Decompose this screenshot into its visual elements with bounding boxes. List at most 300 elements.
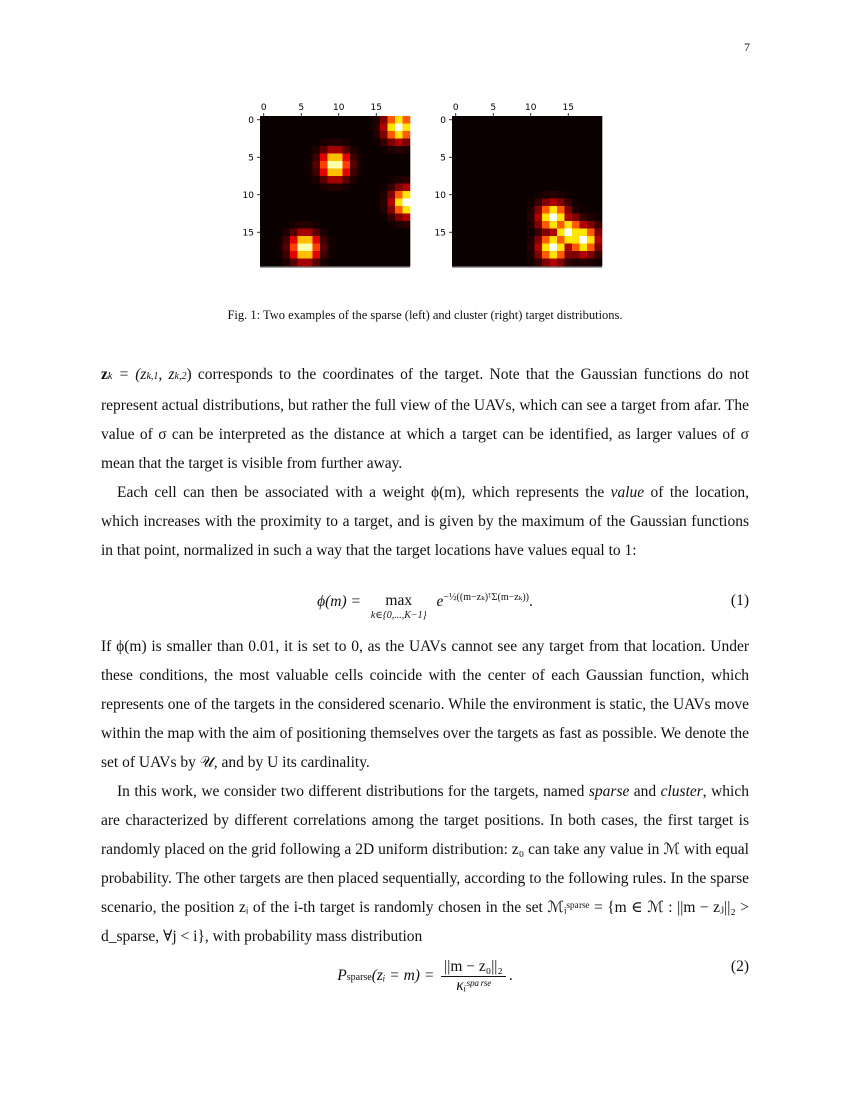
heatmap-cell [520,184,528,192]
heatmap-cell [505,191,513,199]
heatmap-cell [335,169,343,177]
heatmap-cell [512,131,520,139]
heatmap-cell [452,191,460,199]
heatmap-cell [395,116,403,124]
heatmap-cell [565,139,573,147]
heatmap-cell [268,161,276,169]
heatmap-cell [542,191,550,199]
heatmap-cell [260,169,268,177]
heatmap-cell [527,131,535,139]
heatmap-cell [335,161,343,169]
heatmap-cell [305,206,313,214]
heatmap-cell [268,199,276,207]
heatmap-cell [497,176,505,184]
heatmap-cell [403,184,411,192]
heatmap-cell [595,139,603,147]
heatmap-cell [290,139,298,147]
heatmap-cell [565,146,573,154]
heatmap-cell [542,244,550,252]
heatmap-cell [572,191,580,199]
heatmap-cell [542,154,550,162]
heatmap-cell [365,184,373,192]
heatmap-cell [550,176,558,184]
heatmap-cell [527,191,535,199]
heatmap-cell [350,184,358,192]
heatmap-cell [557,124,565,132]
heatmap-cell [505,214,513,222]
heatmap-cell [565,236,573,244]
y-tick-label: 0 [440,115,446,126]
heatmap-cell [335,206,343,214]
heatmap-cell [350,199,358,207]
heatmap-cell [260,191,268,199]
heatmap-cell [388,169,396,177]
heatmap-cell [350,131,358,139]
heatmap-cell [460,116,468,124]
heatmap-cell [305,124,313,132]
heatmap-cell [572,139,580,147]
heatmap-cell [305,161,313,169]
heatmap-cell [403,161,411,169]
heatmap-cell [305,251,313,259]
heatmap-cell [550,154,558,162]
heatmap-cell [343,206,351,214]
heatmap-cell [535,116,543,124]
heatmap-cell [475,214,483,222]
heatmap-cell [313,146,321,154]
heatmap-cell [580,131,588,139]
heatmap-cell [305,131,313,139]
heatmap-cell [305,116,313,124]
heatmap-cell [482,184,490,192]
heatmap-cell [358,124,366,132]
heatmap-cell [482,116,490,124]
heatmap-cell [313,221,321,229]
heatmap-cell [380,214,388,222]
heatmap-cell [268,251,276,259]
heatmap-cell [550,236,558,244]
heatmap-cell [350,154,358,162]
heatmap-cell [475,154,483,162]
heatmap-cell [490,154,498,162]
heatmap-cell [557,184,565,192]
heatmap-cell [467,199,475,207]
heatmap-cell [268,131,276,139]
heatmap-cell [587,236,595,244]
heatmap-cell [572,229,580,237]
heatmap-cell [290,116,298,124]
heatmap-cell [550,146,558,154]
heatmap-cell [587,139,595,147]
heatmap-cell [497,154,505,162]
heatmap-cell [290,184,298,192]
heatmap-cell [572,116,580,124]
heatmap-cell [395,139,403,147]
heatmap-cell [452,236,460,244]
heatmap-cell [520,214,528,222]
heatmap-cell [365,229,373,237]
heatmap-cell [350,229,358,237]
heatmap-cell [328,221,336,229]
heatmap-cell [313,184,321,192]
heatmap-cell [395,259,403,267]
heatmap-cell [395,236,403,244]
heatmap-cell [475,169,483,177]
heatmap-cell [313,259,321,267]
heatmap-cell [358,154,366,162]
heatmap-cell [580,199,588,207]
heatmap-cell [512,139,520,147]
heatmap-cell [373,236,381,244]
heatmap-cell [365,169,373,177]
heatmap-cell [565,191,573,199]
heatmap-cell [482,124,490,132]
heatmap-cell [298,236,306,244]
heatmap-cell [505,251,513,259]
heatmap-cell [550,184,558,192]
heatmap-cell [268,176,276,184]
heatmap-cell [260,146,268,154]
heatmap-cell [475,161,483,169]
heatmap-cell [298,184,306,192]
heatmap-cell [343,116,351,124]
heatmap-cell [388,154,396,162]
heatmap-cell [565,161,573,169]
heatmap-cell [283,139,291,147]
heatmap-cell [343,184,351,192]
heatmap-cell [512,191,520,199]
heatmap-cell [580,176,588,184]
heatmap-cell [512,229,520,237]
heatmap-cell [550,244,558,252]
heatmap-cell [268,191,276,199]
heatmap-cell [557,146,565,154]
x-tick-label: 10 [525,103,537,113]
heatmap-cell [542,259,550,267]
heatmap-cell [380,184,388,192]
heatmap-cell [482,214,490,222]
heatmap-cell [550,251,558,259]
heatmap-cell [482,229,490,237]
heatmap-cell [283,146,291,154]
heatmap-cell [520,116,528,124]
heatmap-cell [580,244,588,252]
heatmap-cell [268,259,276,267]
heatmap-cell [490,199,498,207]
heatmap-cell [497,124,505,132]
heatmap-cell [260,184,268,192]
heatmap-cell [313,206,321,214]
heatmap-cell [313,124,321,132]
heatmap-cell [550,161,558,169]
heatmap-cell [520,131,528,139]
heatmap-cell [595,251,603,259]
heatmap-cell [358,244,366,252]
heatmap-cell [365,116,373,124]
heatmap-cell [512,176,520,184]
heatmap-cell [305,214,313,222]
paragraph-1: zk = (zk,1, zk,2) corresponds to the coordinates of the target. Note that the Gaussian functions do not represent actual distributions, but rather the full view of the UAVs, which can see a target from afar. The value of σ can be interpreted as the distance at which a target can be identified, as larger values of σ mean that the target is visible from further away. [101,366,749,472]
heatmap-cell [298,229,306,237]
heatmap-cell [467,236,475,244]
heatmap-cell [475,206,483,214]
heatmap-cell [475,244,483,252]
heatmap-cell [565,154,573,162]
heatmap-cell [595,176,603,184]
heatmap-cell [260,244,268,252]
heatmap-cell [388,139,396,147]
heatmap-cell [512,236,520,244]
heatmap-cell [373,244,381,252]
heatmap-cell [512,124,520,132]
heatmap-cell [467,161,475,169]
heatmap-cell [268,214,276,222]
heatmap-cell [565,251,573,259]
heatmap-cell [260,139,268,147]
heatmap-cell [313,169,321,177]
heatmap-cell [542,169,550,177]
heatmap-cell [358,251,366,259]
heatmap-cell [535,259,543,267]
heatmap-cell [467,131,475,139]
heatmap-cell [260,206,268,214]
heatmap-cell [550,116,558,124]
heatmap-cell [580,154,588,162]
heatmap-cell [587,176,595,184]
heatmap-cell [365,206,373,214]
heatmap-cell [535,124,543,132]
heatmap-cell [403,169,411,177]
heatmap-cell [580,184,588,192]
heatmap-cell [520,146,528,154]
heatmap-cell [268,236,276,244]
heatmap-cell [482,169,490,177]
heatmap-cell [313,229,321,237]
heatmap-cell [328,169,336,177]
heatmap-cell [580,124,588,132]
heatmap-cell [328,131,336,139]
heatmap-cell [358,169,366,177]
heatmap-cell [587,124,595,132]
heatmap-cell [380,146,388,154]
heatmap-cell [283,131,291,139]
heatmap-cell [365,139,373,147]
heatmap-cell [358,184,366,192]
heatmap-cell [460,214,468,222]
heatmap-cell [283,184,291,192]
heatmap-cell [260,161,268,169]
heatmap-cell [542,214,550,222]
heatmap-cell [260,229,268,237]
heatmap-cell [350,221,358,229]
heatmap-cell [460,169,468,177]
heatmap-cell [260,131,268,139]
heatmap-cell [580,116,588,124]
heatmap-cell [298,244,306,252]
heatmap-cell [557,139,565,147]
heatmap-cell [268,139,276,147]
heatmap-cell [460,244,468,252]
heatmap-cell [373,229,381,237]
heatmap-cell [395,169,403,177]
heatmap-cell [335,176,343,184]
heatmap-cell [395,229,403,237]
heatmap-cell [283,206,291,214]
heatmap-cell [497,184,505,192]
heatmap-cell [467,191,475,199]
heatmap-cell [565,221,573,229]
heatmap-cell [373,131,381,139]
heatmap-cell [565,214,573,222]
heatmap-cell [527,146,535,154]
heatmap-cell [595,244,603,252]
heatmap-cell [520,124,528,132]
heatmap-cell [305,244,313,252]
heatmap-cell [388,229,396,237]
heatmap-cell [595,259,603,267]
heatmap-cell [475,251,483,259]
heatmap-cell [358,146,366,154]
heatmap-cell [365,146,373,154]
heatmap-cell [298,131,306,139]
heatmap-cell [328,259,336,267]
heatmap-cell [358,176,366,184]
heatmap-cell [497,206,505,214]
heatmap-cluster [432,96,612,276]
heatmap-cell [467,184,475,192]
heatmap-cell [320,139,328,147]
heatmap-cell [290,199,298,207]
y-tick-label: 15 [242,228,254,239]
heatmap-cell [572,244,580,252]
heatmap-cell [403,154,411,162]
heatmap-cell [505,124,513,132]
heatmap-cell [395,244,403,252]
heatmap-cell [542,116,550,124]
heatmap-cell [403,206,411,214]
heatmap-cell [452,116,460,124]
heatmap-cell [482,236,490,244]
heatmap-cell [328,139,336,147]
heatmap-cell [373,199,381,207]
heatmap-cell [320,206,328,214]
heatmap-cell [587,184,595,192]
heatmap-cell [580,161,588,169]
heatmap-cell [580,146,588,154]
heatmap-cell [572,184,580,192]
heatmap-cell [350,244,358,252]
heatmap-cell [380,251,388,259]
heatmap-cell [595,154,603,162]
heatmap-cell [542,139,550,147]
heatmap-cell [290,131,298,139]
heatmap-cell [542,251,550,259]
heatmap-cell [275,124,283,132]
heatmap-cell [542,221,550,229]
heatmap-cell [313,161,321,169]
heatmap-cell [580,139,588,147]
heatmap-cell [305,191,313,199]
heatmap-cell [520,236,528,244]
heatmap-cell [452,176,460,184]
heatmap-cell [490,131,498,139]
heatmap-cell [482,206,490,214]
heatmap-cell [497,259,505,267]
heatmap-cell [290,146,298,154]
heatmap-cell [460,221,468,229]
heatmap-cell [467,139,475,147]
heatmap-cell [482,244,490,252]
heatmap-cell [565,229,573,237]
heatmap-cell [260,199,268,207]
heatmap-cell [388,131,396,139]
heatmap-cell [557,251,565,259]
heatmap-cell [565,199,573,207]
heatmap-cell [343,244,351,252]
heatmap-cell [535,191,543,199]
heatmap-cell [482,161,490,169]
heatmap-cell [505,236,513,244]
heatmap-cell [572,161,580,169]
x-tick-label: 15 [370,103,382,113]
heatmap-cell [395,124,403,132]
heatmap-cell [373,139,381,147]
heatmap-cell [290,214,298,222]
heatmap-cell [388,116,396,124]
heatmap-cell [505,146,513,154]
heatmap-cell [572,146,580,154]
heatmap-cell [298,176,306,184]
heatmap-cell [320,161,328,169]
heatmap-cell [535,244,543,252]
heatmap-cell [320,124,328,132]
heatmap-cell [403,191,411,199]
heatmap-cell [268,206,276,214]
heatmap-cell [542,146,550,154]
heatmap-cell [587,191,595,199]
heatmap-cell [358,221,366,229]
heatmap-cell [260,221,268,229]
heatmap-cell [527,116,535,124]
heatmap-cell [403,244,411,252]
heatmap-cell [587,169,595,177]
heatmap-cell [557,191,565,199]
heatmap-cell [298,154,306,162]
heatmap-cell [365,236,373,244]
heatmap-cell [335,154,343,162]
heatmap-cell [557,176,565,184]
heatmap-cell [512,116,520,124]
heatmap-cell [580,214,588,222]
heatmap-cell [290,124,298,132]
heatmap-cell [490,221,498,229]
heatmap-cell [343,169,351,177]
heatmap-cell [320,199,328,207]
heatmap-cell [505,244,513,252]
heatmap-cell [572,251,580,259]
heatmap-cell [403,139,411,147]
heatmap-cell [305,184,313,192]
heatmap-cell [358,229,366,237]
heatmap-cell [490,176,498,184]
heatmap-cell [565,206,573,214]
heatmap-cell [587,259,595,267]
y-tick-label: 15 [434,228,446,239]
heatmap-cell [587,214,595,222]
heatmap-cell [520,221,528,229]
heatmap-cell [505,169,513,177]
heatmap-cell [587,199,595,207]
